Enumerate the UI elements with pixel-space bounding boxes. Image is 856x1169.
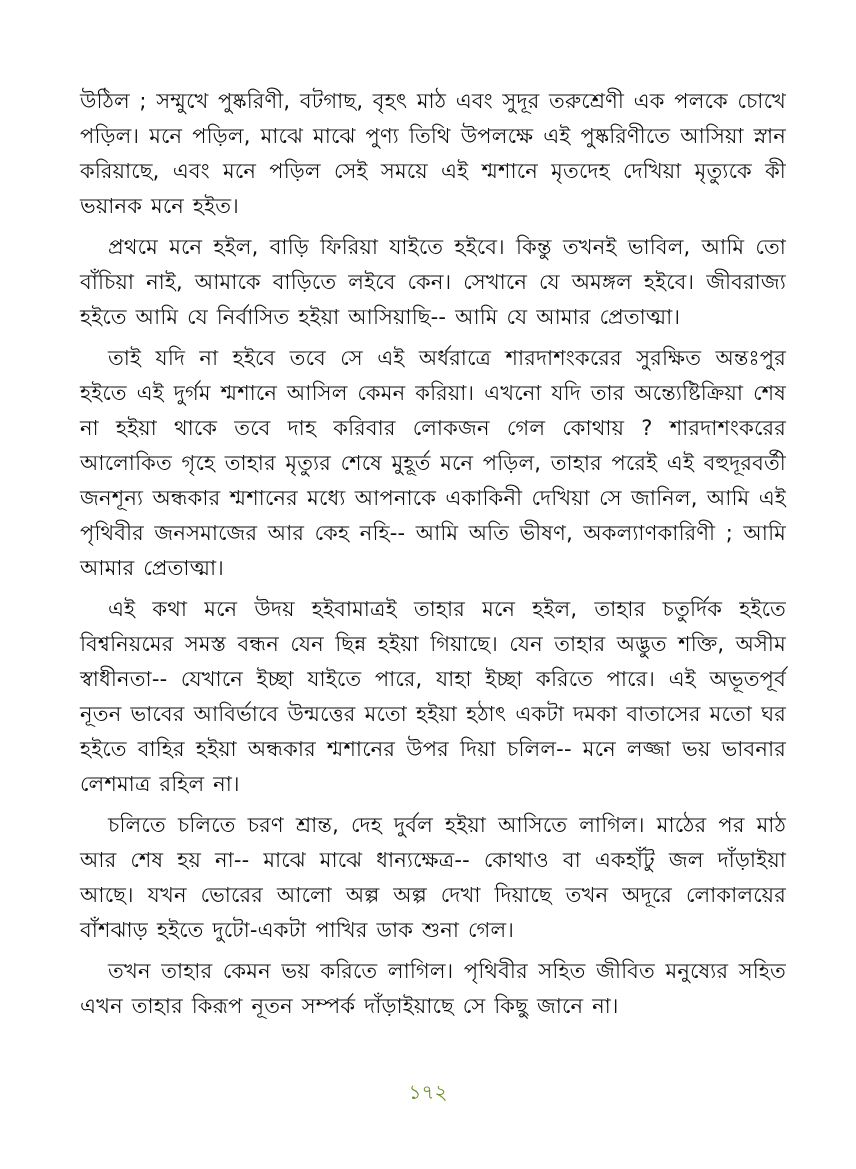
paragraph-3: তাই যদি না হইবে তবে সে এই অর্ধরাত্রে শারদাশংকরের সুরক্ষিত অন্তঃপুর হইতে এই দুর্গম শ্মশানে আসিল কেমন করিয়া। এখনো যদি তার অন্ত্যেষ্টিক্রিয়া শেষ না হইয়া থাকে তবে দাহ করিবার লোকজন গেল কোথায় ? শারদাশংকরের আলোকিত গৃহে তাহার মৃত্যুর শেষে মুহূর্ত মনে পড়িল, তাহার পরেই এই বহুদূরবর্তী জনশূন্য অন্ধকার শ্মশানের মধ্যে আপনাকে একাকিনী দেখিয়া সে জানিল, আমি এই পৃথিবীর জনসমাজের আর কেহ নহি-- আমি অতি ভীষণ, অকল্যাণকারিণী ; আমি আমার প্রেতাত্মা।	[80, 346, 786, 580]
page-number: ১৭২	[408, 1080, 448, 1104]
paragraph-4: এই কথা মনে উদয় হইবামাত্রই তাহার মনে হইল, তাহার চতুর্দিক হইতে বিশ্বনিয়মের সমস্ত বন্ধন যেন ছিন্ন হইয়া গিয়াছে। যেন তাহার অদ্ভুত শক্তি, অসীম স্বাধীনতা-- যেখানে ইচ্ছা যাইতে পারে, যাহা ইচ্ছা করিতে পারে। এই অভূতপূর্ব নূতন ভাবের আবির্ভাবে উন্মত্তের মতো হইয়া হঠাৎ একটা দমকা বাতাসের মতো ঘর হইতে বাহির হইয়া অন্ধকার শ্মশানের উপর দিয়া চলিল-- মনে লজ্জা ভয় ভাবনার লেশমাত্র রহিল না।	[80, 597, 786, 796]
paragraph-2: প্রথমে মনে হইল, বাড়ি ফিরিয়া যাইতে হইবে। কিন্তু তখনই ভাবিল, আমি তো বাঁচিয়া নাই, আমাকে বাড়িতে লইবে কেন। সেখানে যে অমঙ্গল হইবে। জীবরাজ্য হইতে আমি যে নির্বাসিত হইয়া আসিয়াছি-- আমি যে আমার প্রেতাত্মা।	[80, 235, 786, 329]
document-page	[80, 84, 786, 1030]
paragraph-6: তখন তাহার কেমন ভয় করিতে লাগিল। পৃথিবীর সহিত জীবিত মনুষ্যের সহিত এখন তাহার কিরূপ নূতন সম্পর্ক দাঁড়াইয়াছে সে কিছু জানে না।	[80, 959, 786, 1018]
paragraph-5: চলিতে চলিতে চরণ শ্রান্ত, দেহ দুর্বল হইয়া আসিতে লাগিল। মাঠের পর মাঠ আর শেষ হয় না-- মাঝে মাঝে ধান্যক্ষেত্র-- কোথাও বা একহাঁটু জল দাঁড়াইয়া আছে। যখন ভোরের আলো অল্প অল্প দেখা দিয়াছে তখন অদূরে লোকালয়ের বাঁশঝাড় হইতে দুটো-একটা পাখির ডাক শুনা গেল।	[80, 813, 786, 942]
paragraph-1: উঠিল ; সম্মুখে পুষ্করিণী, বটগাছ, বৃহৎ মাঠ এবং সুদূর তরুশ্রেণী এক পলকে চোখে পড়িল। মনে পড়িল, মাঝে মাঝে পুণ্য তিথি উপলক্ষে এই পুষ্করিণীতে আসিয়া স্নান করিয়াছে, এবং মনে পড়িল সেই সময়ে এই শ্মশানে মৃতদেহ দেখিয়া মৃত্যুকে কী ভয়ানক মনে হইত।	[80, 89, 786, 218]
